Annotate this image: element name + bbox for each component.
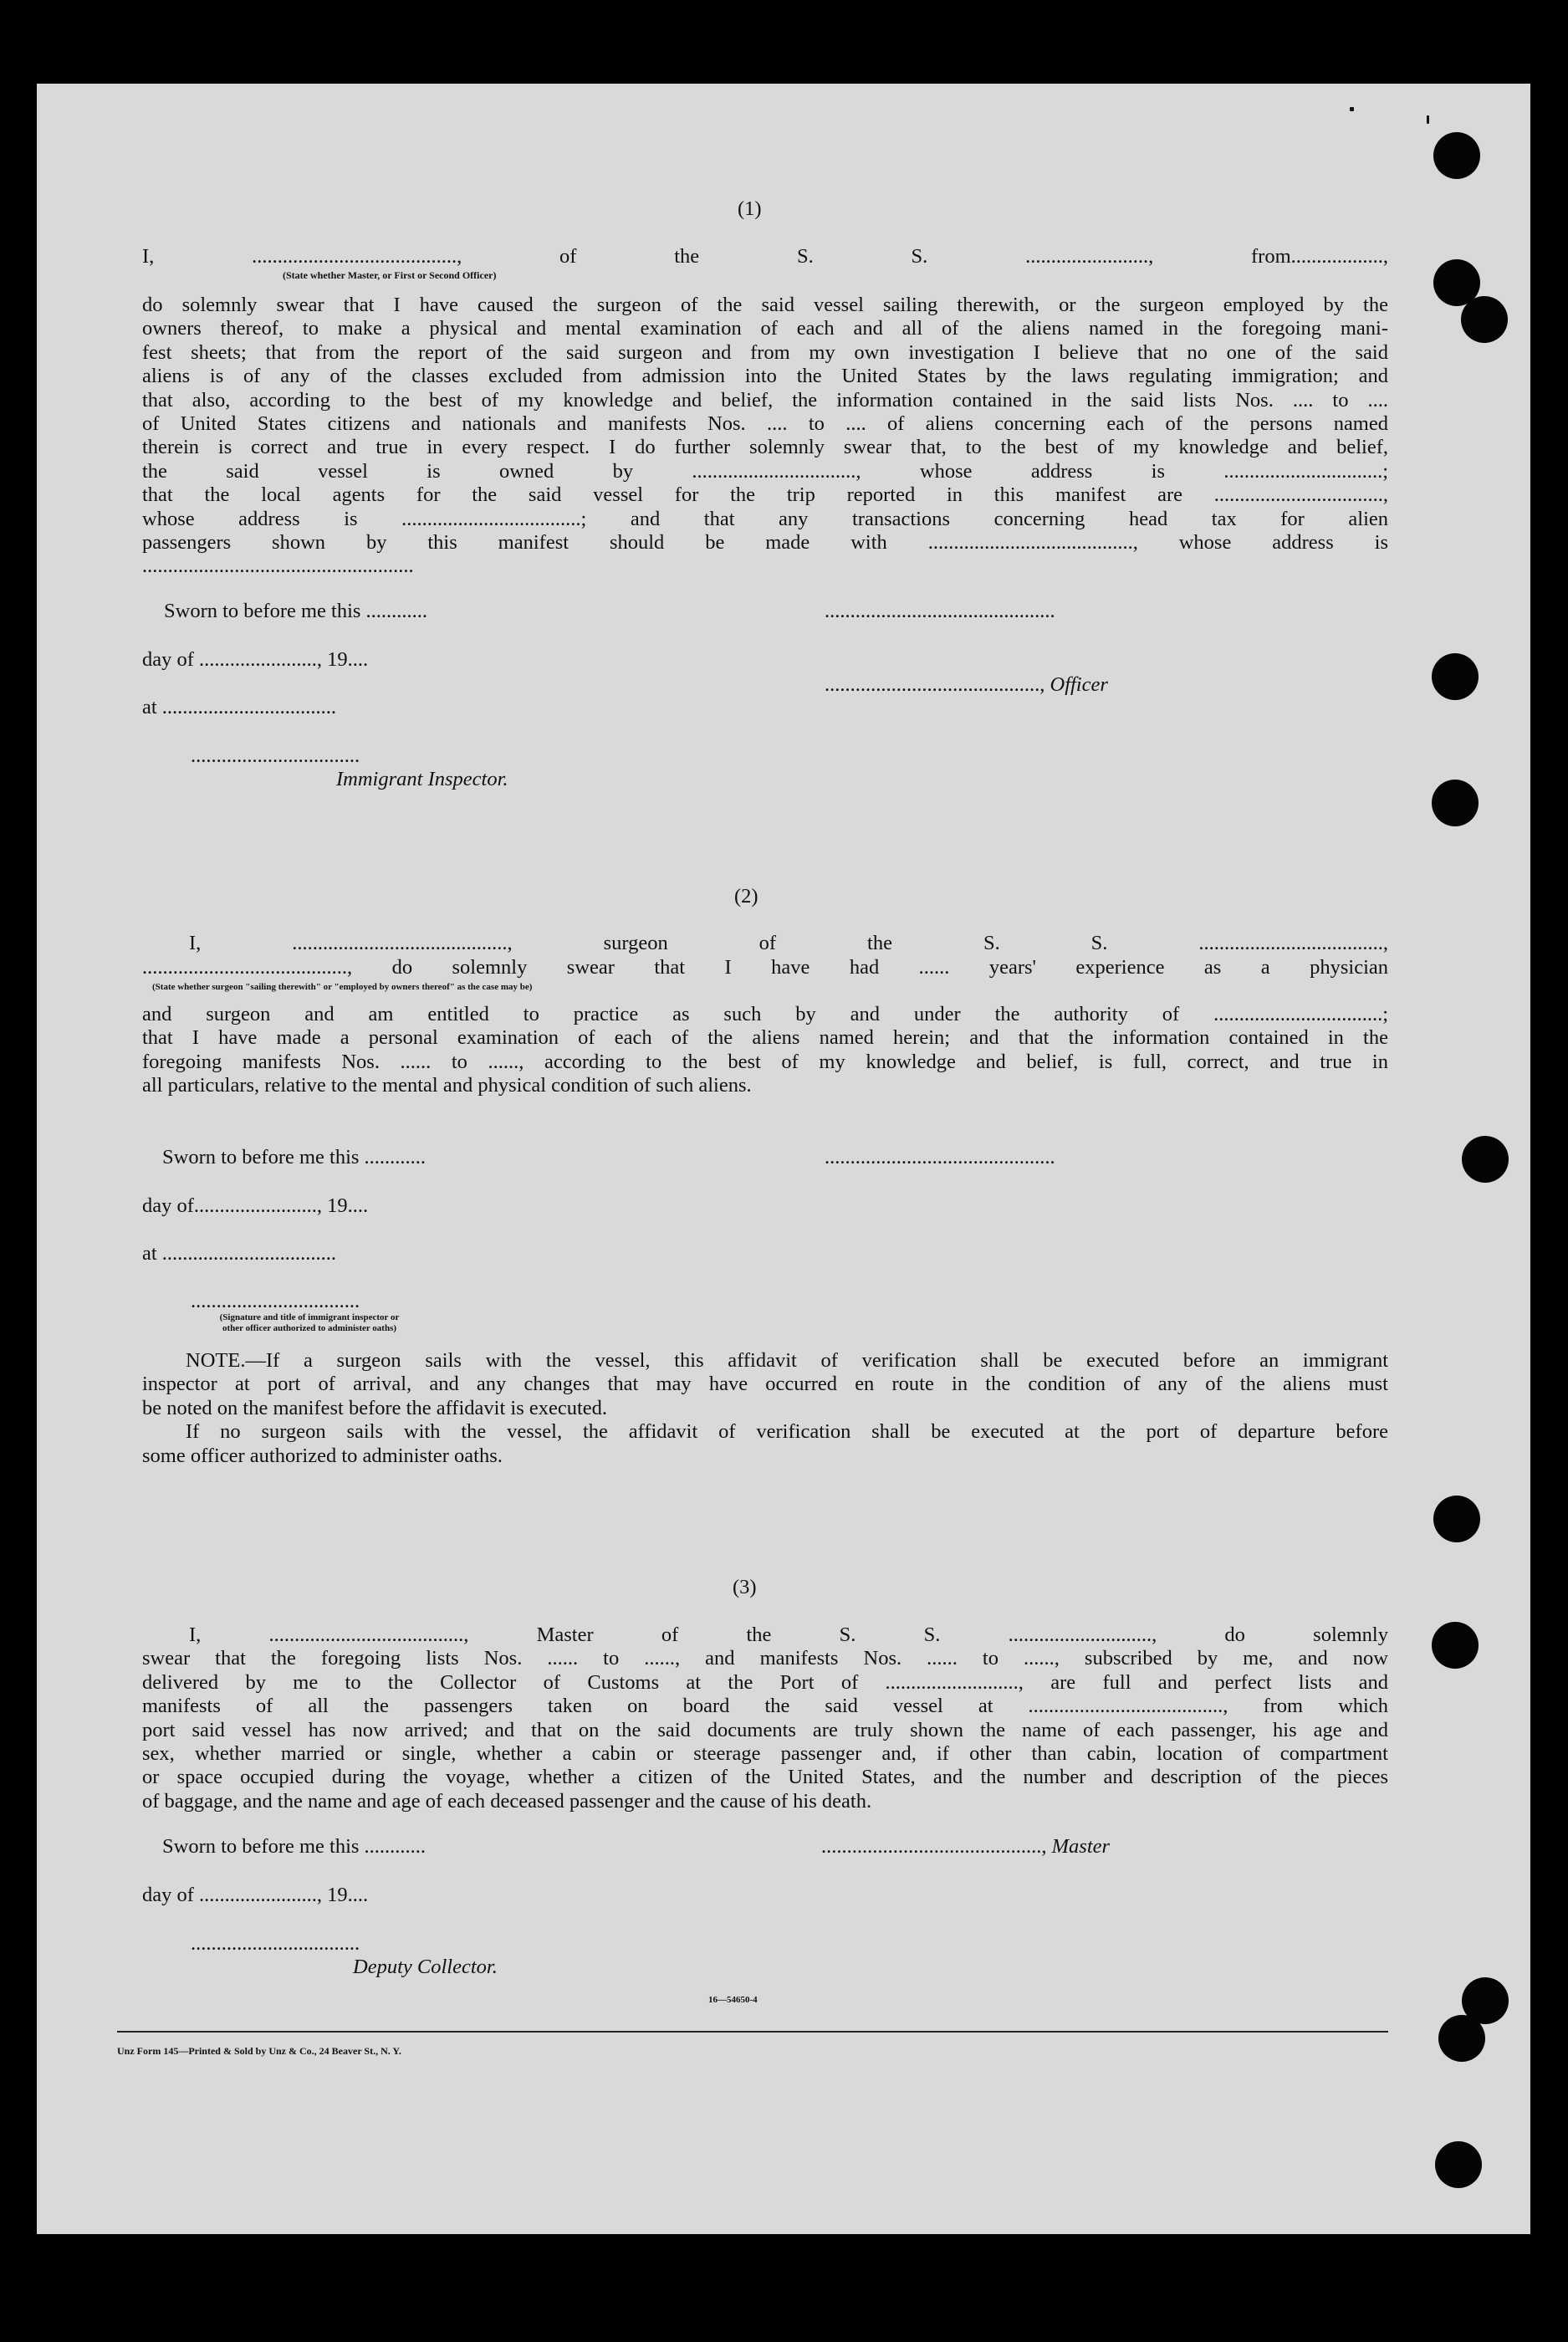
section2-right-signature-line: ............................................. xyxy=(825,1146,1055,1168)
punch-hole xyxy=(1433,1496,1480,1542)
punch-hole xyxy=(1433,132,1480,179)
section1-oath-note: (State whether Master, or First or Second Officer) xyxy=(283,269,497,281)
section2-signature-note-1: (Signature and title of immigrant inspector or xyxy=(219,1312,400,1322)
punch-hole xyxy=(1432,1622,1479,1669)
section1-day: day of ......................., 19.... xyxy=(142,648,369,671)
section1-paragraph: do solemnly swear that I have caused the surgeon of the said vessel sailing therewith, or the surgeon employed by the owners thereof, to make a physical and mental examination of each and all of the aliens named in the foregoing mani- fest sheets; that from the report of the said surgeon and from my own investigation I believe that no one of the said aliens is of any of the classes excluded from admission into the United States by the laws regulating immigration; and that also, according to the best of my knowledge and belief, the information contained in the said lists Nos. .... to .... of United States citizens and nationals and manifests Nos. .... to .... of aliens concerning each of the persons named therein is correct and true in every respect. I do further solemnly swear that, to the best of my knowledge and belief, the said vessel is owned by ................................, whose address is ...............................; that the local agents for the said vessel for the trip reported in this manifest are ................................., whose address is ...................................; and that any transactions concerning head tax for alien passengers shown by this manifest should be made with ........................................, whose address is ..................................................... xyxy=(142,294,1388,578)
section2-signature-note-2: other officer authorized to administer oaths) xyxy=(222,1323,397,1333)
punch-hole xyxy=(1462,1136,1509,1183)
section1-sworn: Sworn to before me this ............ xyxy=(164,600,428,622)
section1-number: (1) xyxy=(738,197,762,220)
section3-paragraph: I, ......................................, Master of the S. S. ............................, do solemnly swear that the foregoing lists Nos. ...... to ......, and manifests Nos. ...... to ......, subscribed by me, and now delivered by me to the Collector of Customs at the Port of .........................., are full and perfect lists and manifests of all the passengers taken on board the said vessel at ......................................, from which port said vessel has now arrived; and that on the said documents are truly shown the name of each passenger, his age and sex, whether married or single, whether a cabin or steerage passenger and, if other than cabin, location of compartment or space occupied during the voyage, whether a citizen of the United States, and the number and description of the pieces of baggage, and the name and age of each deceased passenger and the cause of his death. xyxy=(142,1624,1388,1813)
section2-note-paragraph: NOTE.—If a surgeon sails with the vessel, this affidavit of verification shall be executed before an immigrant inspector at port of arrival, and any changes that may have occurred en route in the condition of any of the aliens must be noted on the manifest before the affidavit is executed. If no surgeon sails with the vessel, the affidavit of verification shall be executed at the port of departure before some officer authorized to administer oaths. xyxy=(142,1349,1388,1467)
section2-day: day of........................, 19.... xyxy=(142,1194,369,1217)
section2-line1: I, .........................................., surgeon of the S. S. ...................................., xyxy=(189,932,1388,954)
section1-at: at .................................. xyxy=(142,696,337,718)
scan-speck xyxy=(1427,115,1429,124)
section1-right-signature-line: ............................................. xyxy=(825,600,1055,622)
footer-rule xyxy=(117,2031,1388,2033)
section1-inspector-label: Immigrant Inspector. xyxy=(336,768,508,790)
section2-sworn: Sworn to before me this ............ xyxy=(162,1146,426,1168)
section2-at: at .................................. xyxy=(142,1242,337,1265)
section2-signature-line: ................................. xyxy=(191,1290,360,1312)
document-sheet xyxy=(37,84,1530,2234)
punch-hole xyxy=(1461,296,1508,343)
section1-inspector-signature-line: ................................. xyxy=(191,744,360,767)
scan-speck xyxy=(1350,107,1354,111)
section2-paragraph: and surgeon and am entitled to practice as such by and under the authority of .................................; that I have made a personal examination of each of the aliens named herein; and that the information contained in the foregoing manifests Nos. ...... to ......, according to the best of my knowledge and belief, is full, correct, and true in all particulars, relative to the mental and physical condition of such aliens. xyxy=(142,1003,1388,1097)
section1-oath-line: I, ........................................, of the S. S. ........................, from.................., xyxy=(142,245,1388,268)
punch-hole xyxy=(1435,2141,1482,2188)
section2-number: (2) xyxy=(734,885,758,908)
section3-collector-label: Deputy Collector. xyxy=(353,1956,498,1978)
section1-officer-line: .........................................., Officer xyxy=(825,673,1108,696)
section2-line2-note: (State whether surgeon "sailing therewith" or "employed by owners thereof" as the case may be) xyxy=(152,982,533,992)
footer-printer: Unz Form 145—Printed & Sold by Unz & Co., 24 Beaver St., N. Y. xyxy=(117,2045,401,2057)
section3-master-line: ..........................................., Master xyxy=(821,1835,1111,1858)
section3-day: day of ......................., 19.... xyxy=(142,1884,369,1906)
section3-collector-signature-line: ................................. xyxy=(191,1932,360,1955)
section2-line2: ........................................, do solemnly swear that I have had ...... years' experience as a physician xyxy=(142,956,1388,979)
punch-hole xyxy=(1432,780,1479,826)
form-number: 16—54650-4 xyxy=(708,1995,758,2005)
section3-sworn: Sworn to before me this ............ xyxy=(162,1835,426,1858)
punch-hole xyxy=(1438,2015,1485,2062)
section3-number: (3) xyxy=(733,1576,757,1598)
master-label: Master xyxy=(1051,1835,1111,1858)
officer-label: Officer xyxy=(1050,673,1108,696)
punch-hole xyxy=(1432,653,1479,700)
